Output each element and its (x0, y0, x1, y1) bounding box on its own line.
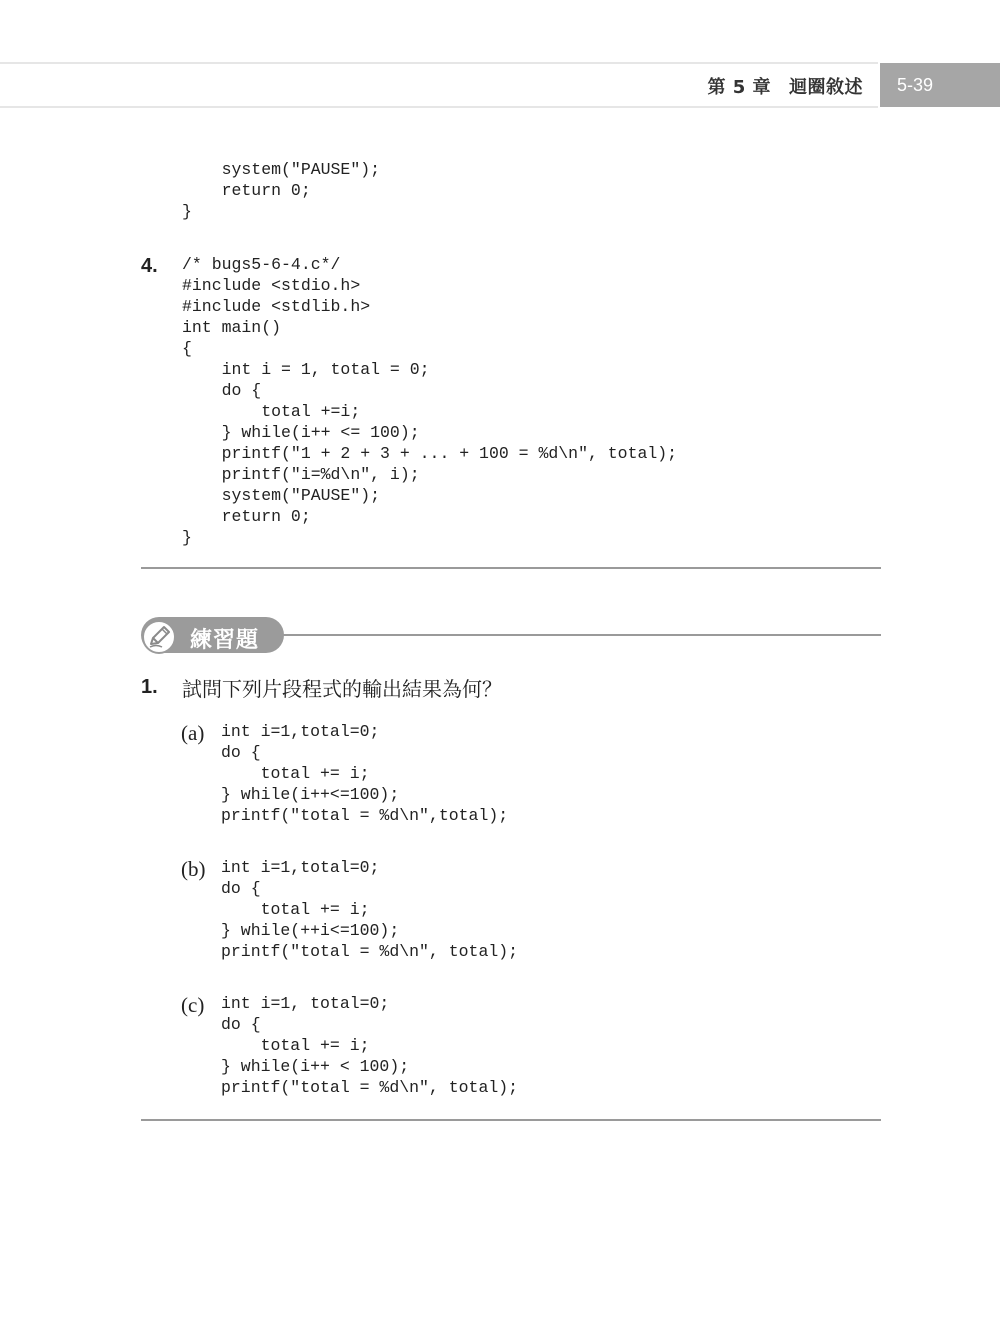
chapter-number: 第 5 章 (707, 77, 771, 98)
code-block-part-b: int i=1,total=0; do { total += i; } while(++i<=100); printf("total = %d\n", total); (221, 858, 519, 961)
item-number: 4. (141, 255, 158, 277)
exercise-banner-rule (283, 634, 881, 636)
section-divider (141, 567, 881, 569)
header-rule-top (0, 62, 878, 64)
page-number: 5-39 (880, 63, 1000, 107)
pencil-icon (142, 620, 176, 654)
running-header (707, 73, 863, 99)
code-block-continued: system("PAUSE"); return 0; } (182, 160, 381, 221)
exercise-title: 練習題 (190, 628, 260, 653)
section-divider-bottom (141, 1119, 881, 1121)
code-block-part-c: int i=1, total=0; do { total += i; } while(i++ < 100); printf("total = %d\n", total); (221, 994, 519, 1097)
exercise-banner (141, 615, 883, 655)
chapter-title: 迴圈敘述 (789, 77, 863, 98)
header-rule-bottom (0, 106, 878, 108)
question-number: 1. (141, 676, 158, 698)
part-label-b: (b) (181, 857, 206, 881)
code-block-part-a: int i=1,total=0; do { total += i; } while(i++<=100); printf("total = %d\n",total); (221, 722, 509, 825)
question-text: 試問下列片段程式的輸出結果為何？ (182, 677, 502, 701)
part-label-c: (c) (181, 993, 205, 1017)
exercise-badge (141, 617, 284, 653)
code-block-bugs5-6-4: /* bugs5-6-4.c*/ #include <stdio.h> #include <stdlib.h> int main() { int i = 1, total = 0; do { total +=i; } while(i++ <= 100); printf("1 + 2 + 3 + ... + 100 = %d\n", total); printf("i=%d\n", i); system("PAUSE"); return 0; } (182, 255, 678, 547)
part-label-a: (a) (181, 721, 205, 745)
